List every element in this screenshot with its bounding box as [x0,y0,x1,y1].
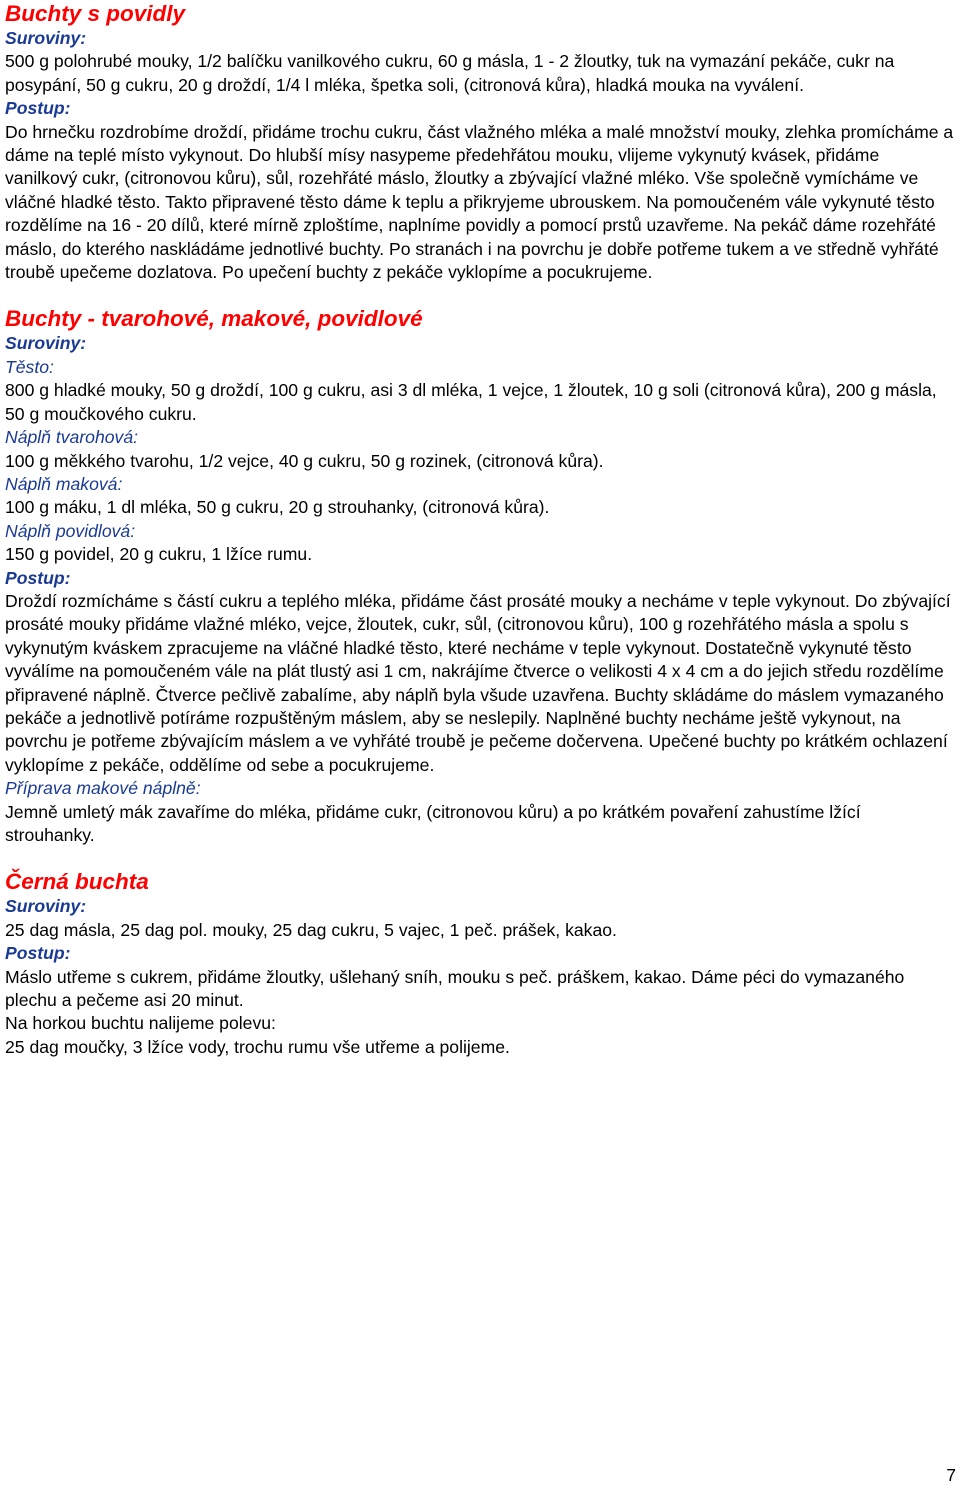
ingredients-text: 25 dag másla, 25 dag pol. mouky, 25 dag cukru, 5 vajec, 1 peč. prášek, kakao. [5,919,617,940]
section-label-suroviny: Suroviny: [5,896,87,917]
section-label-napln-tvarohova: Náplň tvarohová: [5,427,139,448]
method-text: Droždí rozmícháme s částí cukru a teplého mléka, přidáme část prosáté mouky a necháme v teple vykynout. Do zbývající prosáté mouky přidáme vlažné mléko, vejce, žloutek, cukr, sůl, (citronovou kůru), 100 g rozehřátého másla a spolu s vykynutým kváskem zpracujeme na vláčné hladké těsto, které necháme v teple vykynout. Dostatečně vykynuté těsto vyválíme na pomoučeném vále na plát tlustý asi 1 cm, nakrájíme čtverce o velikosti 4 x 4 cm a do jejich středu rozdělíme připravené náplně. Čtverce pečlivě zabalíme, aby náplň byla všude uzavřena. Buchty skládáme do máslem vymazaného pekáče a jednotlivě potíráme rozpuštěným máslem, aby se neslepily. Naplněné buchty necháme ještě vykynout, na povrchu je potřeme zbývajícím máslem a ve vyhřáté troubě je pečeme dočervena. Upečené buchty po krátkém ochlazení vyklopíme z pekáče, oddělíme od sebe a pocukrujeme. [5,590,951,775]
recipe-buchty-s-povidly [5,0,955,284]
recipe-buchty-tvarohove [5,305,955,847]
ingredients-text: 500 g polohrubé mouky, 1/2 balíčku vanilkového cukru, 60 g másla, 1 - 2 žloutky, tuk na vymazání pekáče, cukr na posypání, 50 g cukru, 20 g droždí, 1/4 l mléka, špetka soli, (citronová kůra), hladká mouka na vyválení. [5,51,895,95]
method-text: Máslo utřeme s cukrem, přidáme žloutky, ušlehaný sníh, mouku s peč. práškem, kakao. Dáme péci do vymazaného plechu a pečeme asi 20 minut. [5,966,905,1011]
section-label-priprava-makove-naplne: Příprava makové náplně: [5,778,201,799]
section-label-testo: Těsto: [5,356,54,377]
page-number: 7 [946,1465,956,1485]
glaze-intro-text: Na horkou buchtu nalijeme polevu: [5,1013,276,1034]
dough-text: 800 g hladké mouky, 50 g droždí, 100 g cukru, asi 3 dl mléka, 1 vejce, 1 žloutek, 10 g soli (citronová kůra), 200 g másla, 50 g moučkového cukru. [5,380,937,424]
document-page [5,0,955,1059]
filling-mak-text: 100 g máku, 1 dl mléka, 50 g cukru, 20 g strouhanky, (citronová kůra). [5,497,550,518]
filling-tvaroh-text: 100 g měkkého tvarohu, 1/2 vejce, 40 g cukru, 50 g rozinek, (citronová kůra). [5,450,604,471]
section-label-suroviny: Suroviny: [5,28,87,48]
section-label-postup: Postup: [5,98,71,119]
section-label-suroviny: Suroviny: [5,333,87,354]
recipe-title: Černá buchta [5,869,149,895]
section-label-napln-makova: Náplň maková: [5,473,123,494]
recipe-cerna-buchta [5,868,955,1059]
section-label-postup: Postup: [5,943,71,964]
recipe-title: Buchty s povidly [5,1,186,26]
poppy-filling-text: Jemně umletý mák zavaříme do mléka, přidáme cukr, (citronovou kůru) a po krátkém povaření zahustíme lžící strouhanky. [5,801,861,845]
method-text: Do hrnečku rozdrobíme droždí, přidáme trochu cukru, část vlažného mléka a malé množství mouky, zlehka promícháme a dáme na teplé místo vykynout. Do hlubší mísy nasypeme předehřátou mouku, vlijeme vykynutý kvásek, přidáme vanilkový cukr, (citronovou kůru), sůl, rozehřáté máslo, žloutky a zbývající vlažné mléko. Vše společně vymícháme ve vláčné hladké těsto. Takto připravené těsto dáme k teplu a přikryjeme ubrouskem. Na pomoučeném vále vykynuté těsto rozdělíme na 16 - 20 dílů, které mírně zploštíme, naplníme povidly a pomocí prstů uzavřeme. Na pekáč dáme rozehřáté máslo, do kterého naskládáme jednotlivé buchty. Po stranách i na povrchu je dobře potřeme tukem a ve středně vyhřáté troubě upečeme dozlatova. Po upečení buchty z pekáče vyklopíme a pocukrujeme. [5,121,954,283]
glaze-text: 25 dag moučky, 3 lžíce vody, trochu rumu vše utřeme a polijeme. [5,1036,510,1057]
recipe-title: Buchty - tvarohové, makové, povidlové [5,306,423,332]
section-label-napln-povidlova: Náplň povidlová: [5,520,136,541]
section-label-postup: Postup: [5,567,71,588]
filling-povidla-text: 150 g povidel, 20 g cukru, 1 lžíce rumu. [5,544,313,565]
